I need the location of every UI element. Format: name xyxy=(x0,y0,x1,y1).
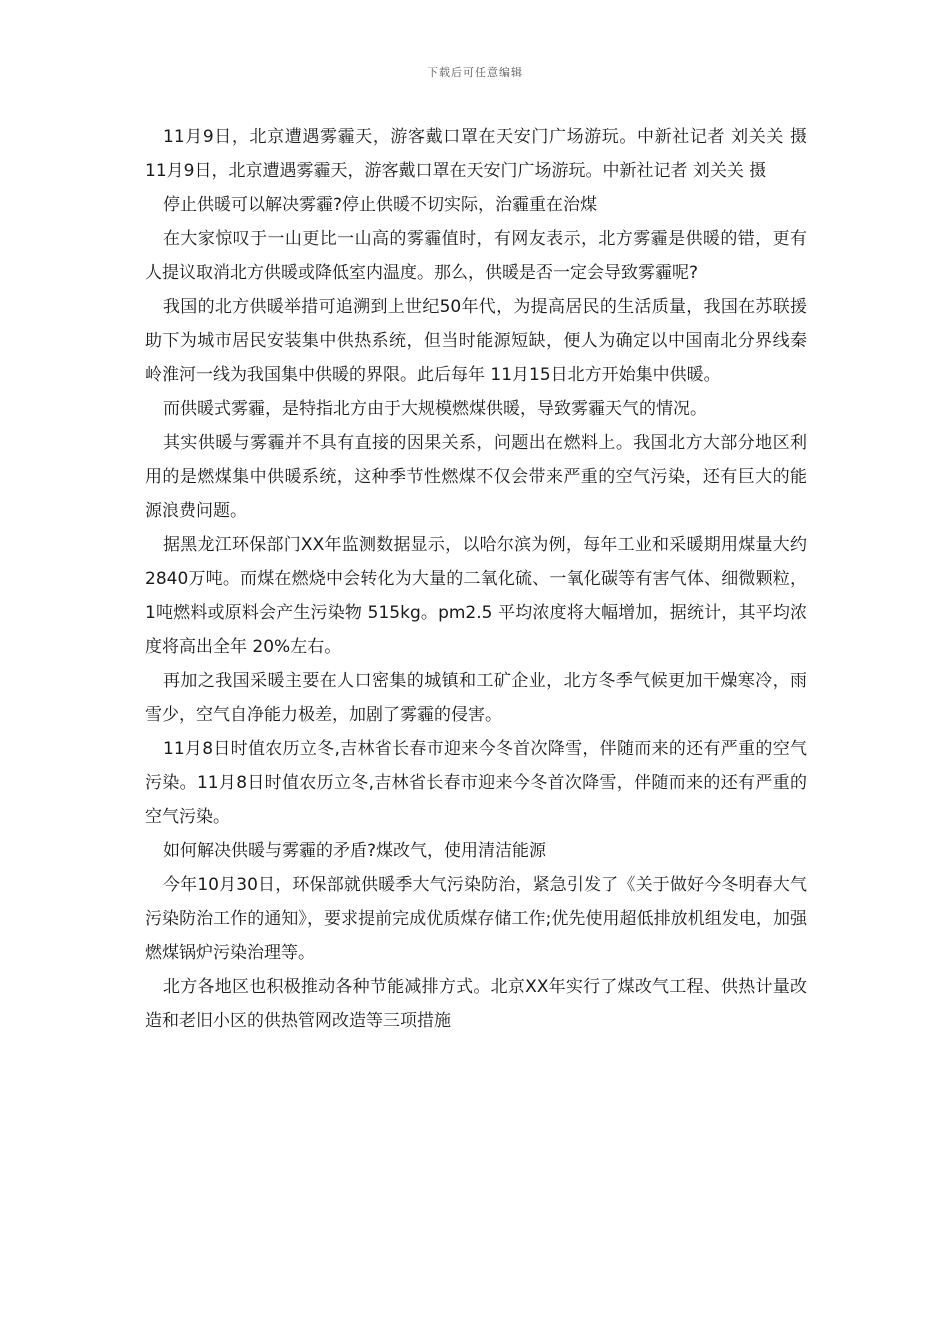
paragraph: 而供暖式雾霾，是特指北方由于大规模燃煤供暖，导致雾霾天气的情况。 xyxy=(163,399,707,419)
document-body xyxy=(145,120,807,1038)
paragraph: 11月8日时值农历立冬,吉林省长春市迎来今冬首次降雪，伴随而来的还有严重的空气污染。11月8日时值农历立冬,吉林省长春市迎来今冬首次降雪，伴随而来的还有严重的空气污染。 xyxy=(145,739,807,827)
paragraph: 停止供暖可以解决雾霾?停止供暖不切实际，治霾重在治煤 xyxy=(163,195,598,215)
paragraph: 今年10月30日，环保部就供暖季大气污染防治，紧急引发了《关于做好今冬明春大气污染防治工作的通知》，要求提前完成优质煤存储工作;优先使用超低排放机组发电，加强燃煤锅炉污染治理等。 xyxy=(145,875,807,963)
paragraph: 再加之我国采暖主要在人口密集的城镇和工矿企业，北方冬季气候更加干燥寒冷，雨雪少，空气自净能力极差，加剧了雾霾的侵害。 xyxy=(145,671,807,725)
paragraph: 我国的北方供暖举措可追溯到上世纪50年代，为提高居民的生活质量，我国在苏联援助下为城市居民安装集中供热系统，但当时能源短缺，便人为确定以中国南北分界线秦岭淮河一线为我国集中供暖的界限。此后每年 11月15日北方开始集中供暖。 xyxy=(145,297,807,385)
paragraph: 其实供暖与雾霾并不具有直接的因果关系，问题出在燃料上。我国北方大部分地区利用的是燃煤集中供暖系统，这种季节性燃煤不仅会带来严重的空气污染，还有巨大的能源浪费问题。 xyxy=(145,433,807,521)
page-header: 下载后可任意编辑 xyxy=(427,66,523,79)
paragraph: 如何解决供暖与雾霾的矛盾?煤改气，使用清洁能源 xyxy=(163,841,547,861)
paragraph: 在大家惊叹于一山更比一山高的雾霾值时，有网友表示，北方雾霾是供暖的错，更有人提议取消北方供暖或降低室内温度。那么，供暖是否一定会导致雾霾呢? xyxy=(145,229,807,283)
paragraph: 据黑龙江环保部门XX年监测数据显示，以哈尔滨为例，每年工业和采暖期用煤量大约2840万吨。而煤在燃烧中会转化为大量的二氧化硫、一氧化碳等有害气体、细微颗粒，1吨燃料或原料会产生污染物 515kg。pm2.5 平均浓度将大幅增加，据统计，其平均浓度将高出全年 20%左右。 xyxy=(145,535,807,657)
paragraph: 11月9日，北京遭遇雾霾天，游客戴口罩在天安门广场游玩。中新社记者 刘关关 摄 11月9日，北京遭遇雾霾天，游客戴口罩在天安门广场游玩。中新社记者 刘关关 摄 xyxy=(145,127,807,181)
paragraph: 北方各地区也积极推动各种节能减排方式。北京XX年实行了煤改气工程、供热计量改造和老旧小区的供热管网改造等三项措施 xyxy=(145,977,807,1031)
